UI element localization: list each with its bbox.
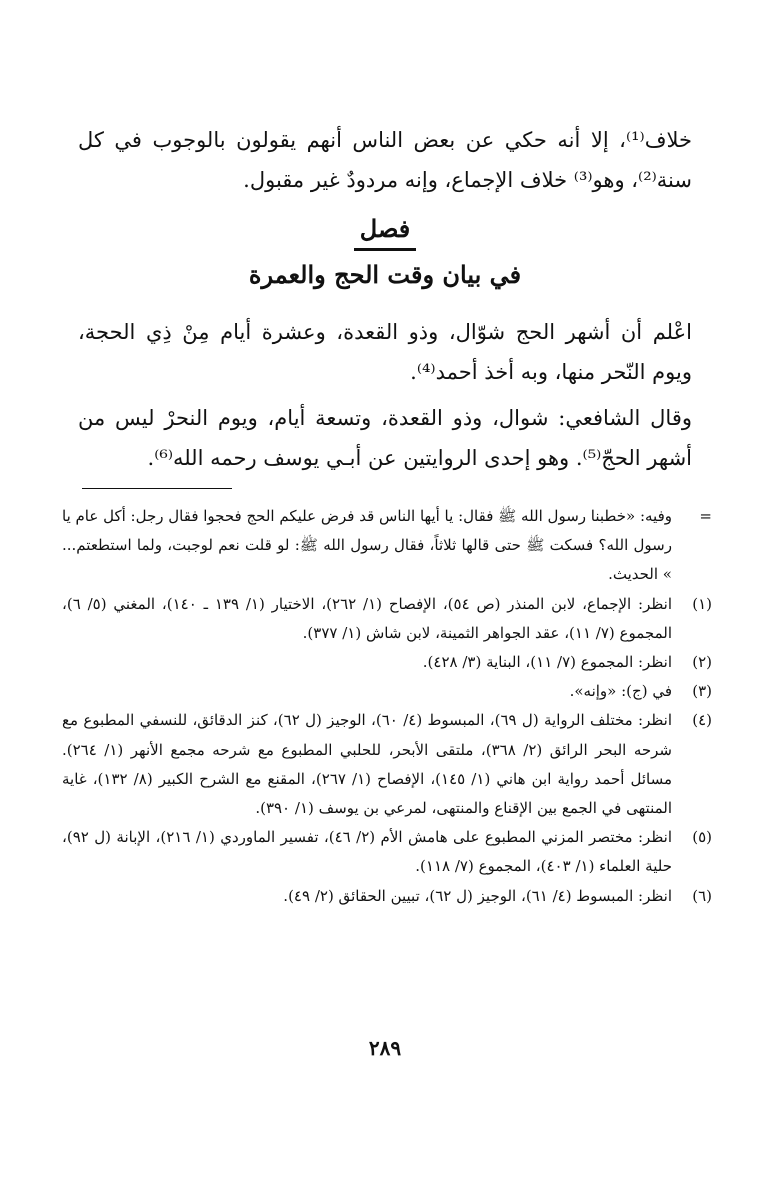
footnote-text: انظر: المجموع (٧/ ١١)، البناية (٣/ ٤٢٨).	[422, 653, 672, 672]
footnote-number: (٣)	[692, 682, 712, 701]
paragraph-months: اعْلم أن أشهر الحج شوّال، وذو القعدة، وعشرة أيام مِنْ ذِي الحجة، ويوم النّحر منها، وبه أخذ أحمد⁽⁴⁾.	[78, 320, 692, 384]
continuation-text: وفيه: «خطبنا رسول الله ﷺ فقال: يا أيها الناس قد فرض عليكم الحج فحجوا فقال رجل: أكل عام يا رسول الله؟ فسكت ﷺ حتى قالها ثلاثاً، فقال رسول الله ﷺ: لو قلت نعم لوجبت، ولما استطعتم... » الحديث.	[62, 507, 672, 584]
footnote-separator	[82, 488, 232, 489]
footnote-number: (٢)	[692, 653, 712, 672]
footnote-text: انظر: الإجماع، لابن المنذر (ص ٥٤)، الإفصاح (١/ ٢٦٢)، الاختيار (١/ ١٣٩ ـ ١٤٠)، المغني (٥/ ٦)، المجموع (٧/ ١١)، عقد الجواهر الثمينة، لابن شاش (١/ ٣٧٧).	[62, 594, 672, 642]
footnote-text: انظر: المبسوط (٤/ ٦١)، الوجيز (ل ٦٢)، تبيين الحقائق (٢/ ٤٩).	[283, 886, 672, 905]
intro-paragraph: خلاف⁽¹⁾، إلا أنه حكي عن بعض الناس أنهم يقولون بالوجوب في كل سنة⁽²⁾، وهو⁽³⁾ خلاف الإجماع، وإنه مردودٌ غير مقبول.	[78, 128, 692, 192]
footnote-item	[62, 648, 712, 677]
footnote-item	[62, 706, 712, 823]
footnote-number: (١)	[692, 594, 712, 613]
continuation-mark: =	[699, 507, 712, 525]
footnote-number: (٥)	[692, 828, 712, 847]
footnote-continuation	[62, 502, 712, 590]
section-title: في بيان وقت الحج والعمرة	[248, 260, 522, 289]
footnote-text: انظر: مختصر المزني المطبوع على هامش الأم (٢/ ٤٦)، تفسير الماوردي (١/ ٢١٦)، الإبانة (ل ٩٢)، حلية العلماء (١/ ٤٠٣)، المجموع (٧/ ١١٨).	[62, 828, 672, 876]
footnote-item	[62, 823, 712, 881]
footnote-number: (٤)	[692, 711, 712, 730]
footnotes	[62, 502, 712, 911]
footnote-text: في (ج): «وإنه».	[569, 682, 672, 701]
section-label	[0, 214, 770, 251]
section-label-text: فصل	[354, 214, 416, 251]
footnote-item	[62, 882, 712, 911]
page-number: ٢٨٩	[368, 1036, 402, 1060]
footnote-number: (٦)	[692, 886, 712, 905]
footnote-text: انظر: مختلف الرواية (ل ٦٩)، المبسوط (٤/ ٦٠)، الوجيز (ل ٦٢)، كنز الدقائق، للنسفي المطبوع مع شرحه البحر الرائق (٢/ ٣٦٨)، ملتقى الأبحر، للحلبي المطبوع مع شرحه مجمع الأنهر (١/ ٢٦٤). مسائل أحمد رواية ابن هاني (١/ ١٤٥)، الإفصاح (١/ ٢٦٧)، المقنع مع الشرح الكبير (٨/ ١٣٢)، غاية المنتهى في الجمع بين الإقناع والمنتهى، لمرعي بن يوسف (١/ ٣٩٠).	[62, 711, 673, 818]
paragraph-shafii: وقال الشافعي: شوال، وذو القعدة، وتسعة أيام، ويوم النحرْ ليس من أشهر الحجّ⁽⁵⁾. وهو إحدى الروايتين عن أبـي يوسف رحمه الله⁽⁶⁾.	[78, 406, 692, 470]
footnote-item	[62, 677, 712, 706]
footnote-item	[62, 590, 712, 648]
